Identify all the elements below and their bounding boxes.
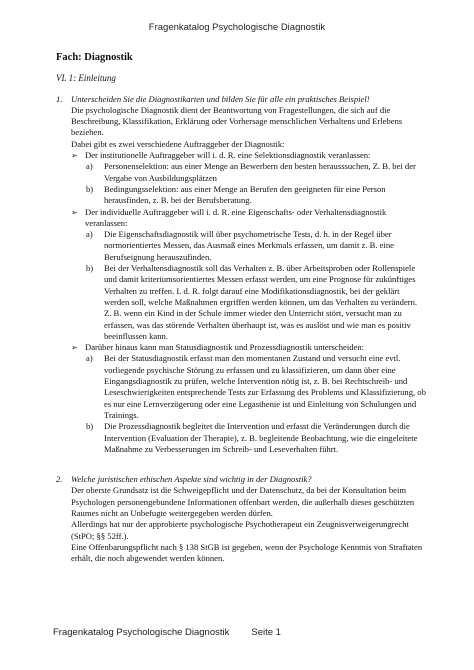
spacer <box>56 455 426 474</box>
sub-text: Bei der Statusdiagnostik erfasst man den momentanen Zustand und versucht eine evtl. vorliegende psychische Störung zu erfassen und zu klassifizieren, um dann über eine Eingangsdiagnostik zu prüfen, welche Intervention nötig ist, z. B. bei Rechtschreib- und Leseschwierigkeiten entsprechende Tests zur Erfassung des Problems und Klassifizierung, ob es nur eine Lernverzögerung oder eine Legasthenie ist und Einleitung von Schulungen und Trainings. <box>104 353 426 420</box>
question-1 <box>56 94 426 105</box>
sub-text: Personenselektion: aus einer Menge an Bewerbern den besten herausssuchen, Z. B. bei der Vergabe von Ausbildungsplätzen <box>104 161 416 183</box>
sub-marker: a) <box>86 353 93 364</box>
sub-text: Die Prozessdiagnostik begleitet die Intervention und erfasst die Veränderungen durch die Intervention (Evaluation der Therapie), z. B. begleitende Beobachtung, wie die eingeleitete Maßnahme zu Verbesserungen im Schreib- und Leseverhalten führt. <box>104 421 418 454</box>
question-number: 2. <box>56 474 63 485</box>
bullet-text: Der institutionelle Auftraggeber will i. d. R. eine Selektionsdiagnostik veranlassen: <box>85 150 371 161</box>
arrow-bullet-icon: ➢ <box>71 151 78 161</box>
sub-marker: a) <box>86 161 93 172</box>
question-title: Unterscheiden Sie die Diagnostikarten und bilden Sie für alle ein praktisches Beispiel! <box>71 93 370 104</box>
footer-text: Fragenkatalog Psychologische Diagnostik <box>53 627 230 638</box>
paragraph: Dabei gibt es zwei verschiedene Auftraggeber der Diagnostik: <box>71 138 285 149</box>
document-body <box>56 52 426 564</box>
bullet-text: Darüber hinaus kann man Statusdiagnostik und Prozessdiagnostik unterscheiden: <box>85 342 365 353</box>
sub-marker: b) <box>86 183 94 194</box>
lecture-heading: VL 1: Einleitung <box>56 73 116 84</box>
paragraph: Eine Offenbarungspflicht nach § 138 StGB ist gegeben, wenn der Psychologe Kenntnis von Straftaten erhält, die noch abgewendet werden können. <box>71 541 423 564</box>
sub-item <box>56 263 426 342</box>
sub-marker: b) <box>86 421 94 432</box>
arrow-bullet-item <box>56 150 426 161</box>
arrow-bullet-icon: ➢ <box>71 207 78 217</box>
sub-text: Die Eigenschaftsdiagnostik will über psychometrische Tests, d. h. in der Regel über normorientiertes Messen, das Ausmaß eines Merkmals erfassen, um damit z. B. eine Berufseignung herauszufinden. <box>104 229 394 262</box>
sub-marker: b) <box>86 263 94 274</box>
question-number: 1. <box>56 93 63 104</box>
page-number: Seite 1 <box>251 627 281 638</box>
sub-text: Bei der Verhaltensdiagnostik soll das Verhalten z. B. über Arbeitsproben oder Rollenspiele und damit kriteriumsorientiertes Messen erfasst werden, um eine Prognose für zukünftiges Verhalten zu treffen. I. d. R. folgt darauf eine Modifikationsdiagnostik, bei der geklärt werden soll, welche Maßnahmen ergriffen werden können, um das Verhalten zu verändern. Z. B. wenn ein Kind in der Schule immer wieder den Unterricht stört, versucht man zu erfassen, was das störende Verhalten überhaupt ist, was es auslöst und wie man es positiv beeinflussen kann. <box>104 263 418 341</box>
sub-item <box>56 161 426 184</box>
arrow-bullet-icon: ➢ <box>71 343 78 353</box>
paragraph: Die psychologische Diagnostik dient der Beantwortung von Fragestellungen, die sich auf die Beschreibung, Klassifikation, Erklärung oder Vorhersage menschlichen Verhaltens und Erlebens beziehen. <box>71 104 403 138</box>
bullet-text: Der individuelle Auftraggeber will i. d. R. eine Eigenschafts- oder Verhaltensdiagnostik veranlassen: <box>85 206 387 228</box>
arrow-bullet-item <box>56 207 426 230</box>
arrow-bullet-item <box>56 342 426 353</box>
page-header: Fragenkatalog Psychologische Diagnostik <box>148 22 326 33</box>
question-title: Welche juristischen ethischen Aspekte sind wichtig in der Diagnostik? <box>71 474 312 485</box>
paragraph: Allerdings hat nur der approbierte psychologische Psychotherapeut ein Zeugnisverweigerungrecht (StPO; §§ 52ff.). <box>71 519 409 541</box>
sub-item <box>56 184 426 207</box>
page-footer <box>53 627 281 638</box>
sub-text: Bedingungsselektion: aus einer Menge an Berufen den geeigneten für eine Person herausfinden, z. B. bei der Berufsberatung. <box>104 183 386 206</box>
sub-item <box>56 229 426 263</box>
subject-heading: Fach: Diagnostik <box>56 52 133 63</box>
sub-marker: a) <box>86 229 93 240</box>
question-2 <box>56 474 426 485</box>
sub-item <box>56 421 426 455</box>
sub-item <box>56 353 426 421</box>
paragraph: Der oberste Grundsatz ist die Schweigepflicht und der Datenschutz, da bei der Konsultation beim Psychologen personengebundene Informationen offenbart werden, die außerhalb dieses geschützten Raumes nicht an Unbefugte weitergegeben werden dürfen. <box>71 485 415 518</box>
